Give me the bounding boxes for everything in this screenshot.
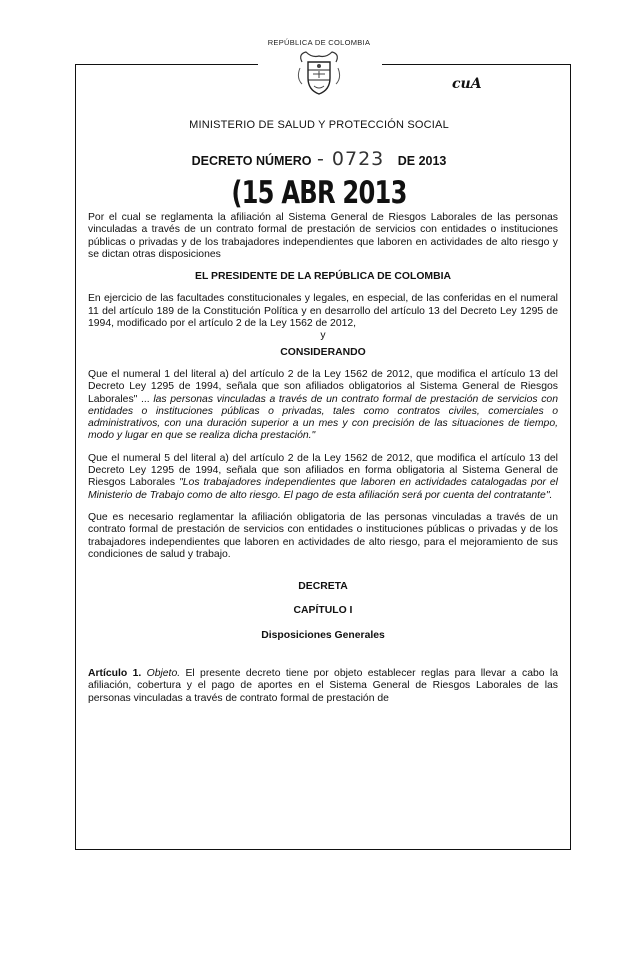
decree-year: DE 2013 [397, 154, 447, 168]
date-stamp: (15 ABR 2013 [231, 175, 407, 211]
capitulo-heading: CAPÍTULO I [293, 605, 353, 617]
republica-header: REPÚBLICA DE COLOMBIA [267, 38, 371, 47]
document-body [88, 212, 558, 715]
decree-label: DECRETO NÚMERO [191, 154, 312, 168]
article-1: Artículo 1. Objeto. El presente decreto tiene por objeto establecer reglas para llevar a cabo la afiliación, cobertura y el pago de aportes en el Sistema General de Riesgos Laborales de las personas vinculadas a través de contrato formal de prestación de [88, 668, 558, 704]
considerando-3: Que es necesario reglamentar la afiliación obligatoria de las personas vinculadas a través de un contrato formal de prestación de servicios con entidades o instituciones públicas o privadas y de los trabajadores independientes que laboren en actividades de alto riesgo, para el mejoramiento de sus condiciones de salud y trabajo. [88, 511, 558, 560]
handwritten-mark: cuA [452, 76, 482, 92]
intro-paragraph: Por el cual se reglamenta la afiliación al Sistema General de Riesgos Laborales de las personas vinculadas a través de un contrato formal de prestación de servicios con entidades o instituciones públicas o privadas y de los trabajadores independientes que laboren en actividades de alto riesgo y se dictan otras disposiciones [88, 212, 558, 260]
decree-number: - 0723 [317, 148, 385, 170]
considerando-1: Que el numeral 1 del literal a) del artículo 2 de la Ley 1562 de 2012, que modifica el artículo 13 del Decreto Ley 1295 de 1994, señala que son afiliados obligatorios al Sistema General de Riesgos Laborales" ... las personas vinculadas a través de un contrato formal de prestación de servicios con entidades o instituciones públicas o privadas, tales como contratos civiles, comerciales o administrativos, con una duración superior a un mes y con precisión de las situaciones de tiempo, modo y lugar en que se realiza dicha prestación." [88, 368, 558, 442]
coat-of-arms-icon [296, 48, 342, 98]
facultades-paragraph: En ejercicio de las facultades constitucionales y legales, en especial, de las conferidas en el numeral 11 del artículo 189 de la Constitución Política y en desarrollo del artículo 13 del Decreto Ley 1295 de 1994, modificado por el artículo 2 de la Ley 1562 de 2012, [88, 293, 558, 330]
ministry-name: MINISTERIO DE SALUD Y PROTECCIÓN SOCIAL [189, 119, 449, 131]
disposiciones-heading: Disposiciones Generales [261, 629, 385, 641]
decreta-heading: DECRETA [298, 581, 348, 593]
y-connector: y [320, 330, 326, 342]
president-heading: EL PRESIDENTE DE LA REPÚBLICA DE COLOMBIA [195, 271, 451, 283]
considerando-2: Que el numeral 5 del literal a) del artículo 2 de la Ley 1562 de 2012, que modifica el artículo 13 del Decreto Ley 1295 de 1994, señala que son afiliados en forma obligatoria al Sistema General de Riesgos Laborales "Los trabajadores independientes que laboren en actividades catalogadas por el Ministerio de Trabajo como de alto riesgo. El pago de esta afiliación será por cuenta del contratante". [88, 452, 558, 501]
decree-number-line [0, 148, 638, 170]
considerando-heading: CONSIDERANDO [280, 346, 366, 358]
